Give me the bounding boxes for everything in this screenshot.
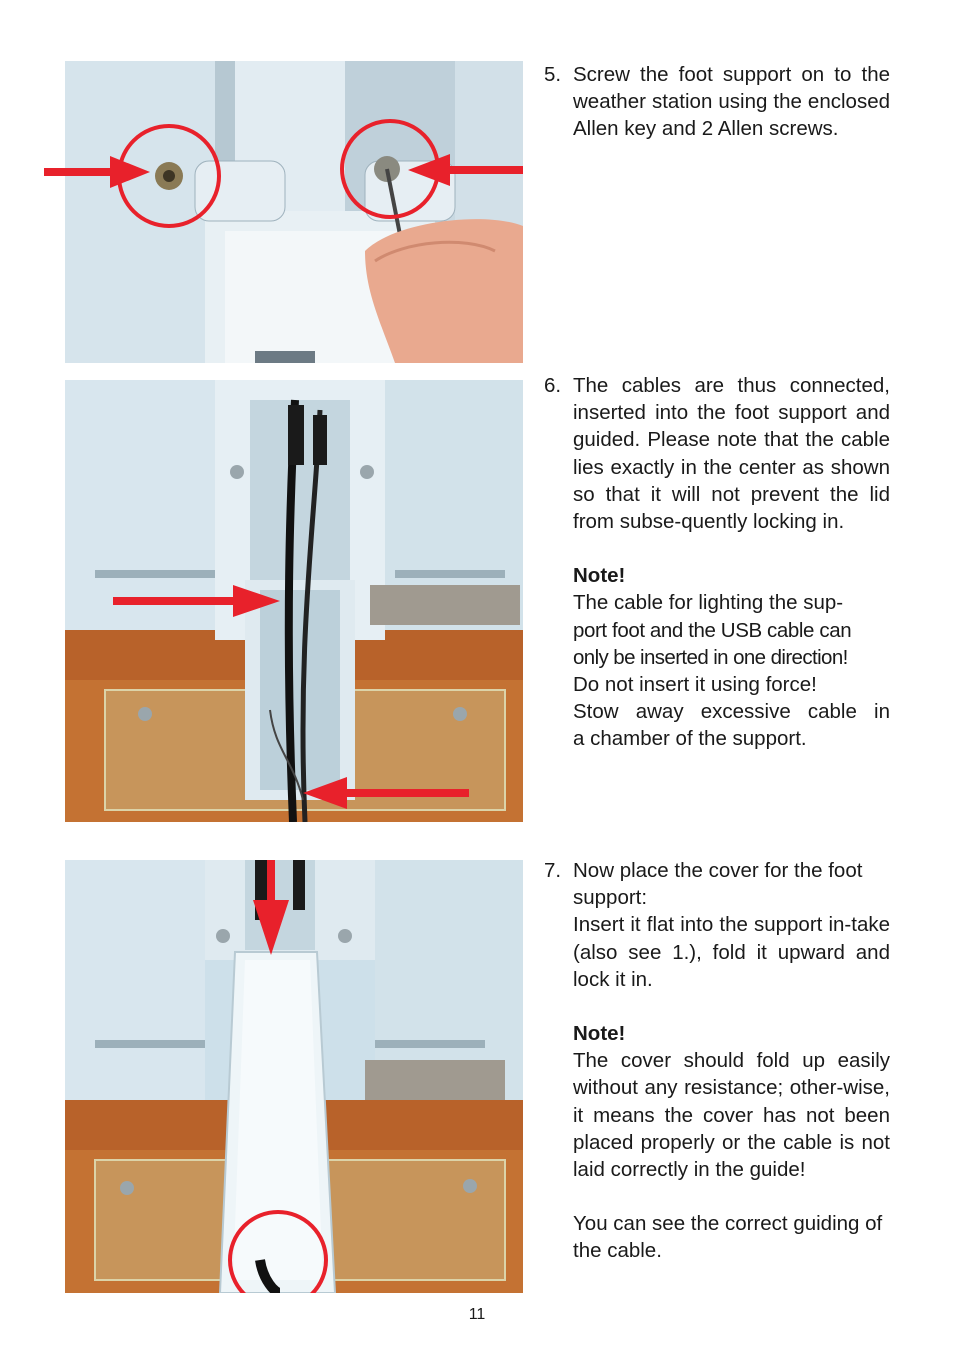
arrow-left-screw (44, 168, 66, 176)
closing-text: You can see the correct guiding of the cable. (573, 1212, 883, 1263)
photo-screw-foot-support (65, 61, 523, 363)
note-line: a chamber of the support. (573, 727, 807, 751)
note-heading: Note! (573, 564, 626, 588)
note-line: Do not insert it using force! (573, 673, 817, 697)
step-number: 6. (544, 374, 562, 397)
note-heading: Note! (573, 1022, 626, 1046)
step-text: The cables are thus connected, inserted into the foot support and guided. Please note that the cable lies exactly in the center as shown so that it will not prevent the lid from subse-quently locking in. (573, 374, 890, 534)
step-text: Now place the cover for the foot support: (573, 859, 863, 910)
photo-cover-foot-support (65, 860, 523, 1293)
step-text-continued: Insert it flat into the support in-take (also see 1.), fold it upward and lock it in. (573, 913, 890, 991)
note-line: Stow away excessive cable in (573, 700, 890, 724)
note-line: port foot and the USB cable can (573, 618, 852, 642)
step-number: 7. (544, 859, 562, 882)
note-line: only be inserted in one direction! (573, 645, 848, 669)
step-6 (544, 372, 890, 753)
photo-cables-in-support (65, 380, 523, 822)
note-line: The cable for lighting the sup- (573, 591, 844, 615)
page-number: 11 (468, 1306, 486, 1323)
step-5 (544, 61, 890, 143)
step-text: Screw the foot support on to the weather station using the enclosed Allen key and 2 Allen screws. (573, 63, 890, 141)
step-number: 5. (544, 63, 562, 86)
step-7 (544, 857, 890, 1265)
note-text: The cover should fold up easily without any resistance; other-wise, it means the cover has not been placed properly or the cable is not laid correctly in the guide! (573, 1049, 890, 1182)
